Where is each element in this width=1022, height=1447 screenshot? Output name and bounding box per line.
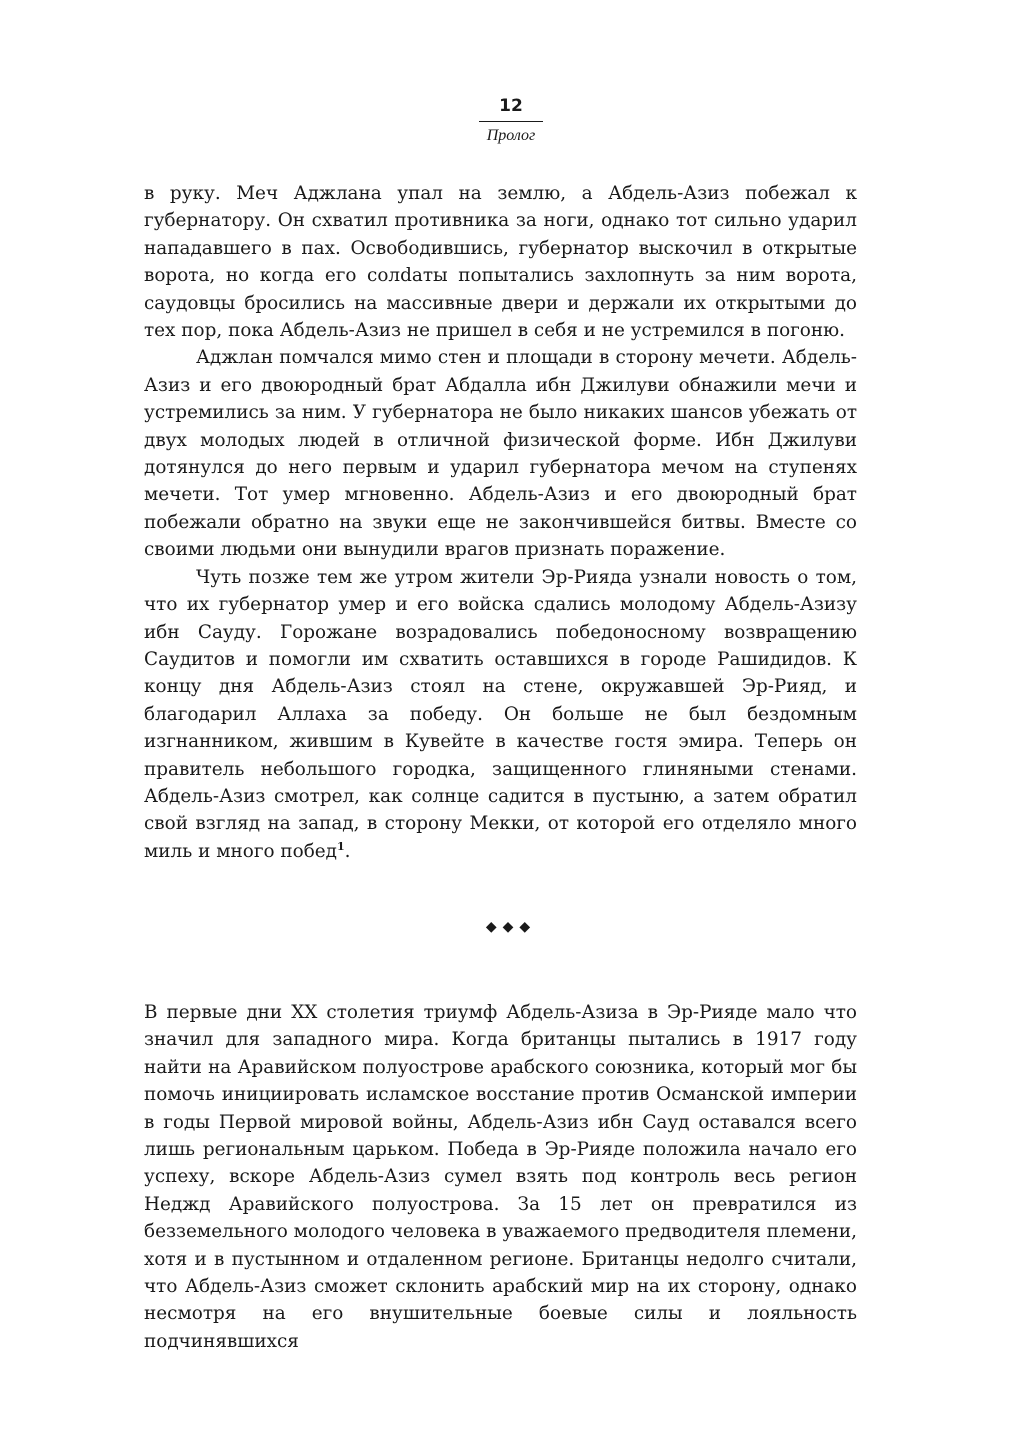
paragraph (144, 564, 857, 865)
running-header (0, 95, 1022, 147)
paragraph-text: в руку. Меч Аджлана упал на землю, а Абдель-Азиз побежал к губернатору. Он схватил противника за ноги, однако тот сильно ударил нападавшего в пах. Освободившись, губернатор выскочил в открытые ворота, но когда его солdаты попытались захлопнуть за ним ворота, саудовцы бросились на массивные двери и держали их открытыми до тех пор, пока Абдель-Азиз не пришел в себя и не устремился в погоню. (144, 183, 857, 342)
paragraph (144, 180, 857, 344)
page-number: 12 (499, 96, 523, 116)
paragraph-text: В первые дни XX столетия триумф Абдель-Азиза в Эр-Рияде мало что значил для западного мира. Когда британцы пытались в 1917 году найти на Аравийском полуострове арабского союзника, который мог бы помочь инициирoвать исламское восстание против Османской империи в годы Первой мировой войны, Абдель-Азиз ибн Сауд оставался всего лишь региональным царьком. Победа в Эр-Рияде положила начало его успеху, вскоре Абдель-Азиз сумел взять под контроль весь регион Неджд Аравийского полуострова. За 15 лет он превратился из безземельного молодого человека в уважаемого предводителя племени, хотя и в пустынном и отдаленном регионе. Британцы недолго считали, что Абдель-Азиз сможет склонить арабский мир на их сторону, однако несмотря на его внушительные боевые силы и лояльность подчинявшихся (144, 1002, 857, 1352)
section-separator: ◆◆◆ (485, 919, 537, 935)
running-title: Пролог (486, 127, 536, 144)
paragraph-text: Чуть позже тем же утром жители Эр-Рияда узнали новость о том, что их губернатор умер и его войска сдались молодому Абдель-Азизу ибн Сауду. Горожане возрадовались победоносному возвращению Саудитов и помогли им схватить оставшихся в городе Рашидидов. К концу дня Абдель-Азиз стоял на стене, окружавшей Эр-Рияд, и благодарил Аллаха за победу. Он больше не был бездомным изгнанником, жившим в Кувейте в качестве гостя эмира. Теперь он правитель небольшого городка, защищенного глиняными стенами. Абдель-Азиз смотрел, как солнце садится в пустыню, а затем обратил свой взгляд на запад, в сторону Мекки, от которой его отделяло много миль и много побед (144, 566, 857, 862)
body-section-2 (144, 999, 857, 1355)
paragraph-text: Аджлан помчался мимо стен и площади в сторону мечети. Абдель-Азиз и его двоюродный брат Абдалла ибн Джилуви обнажили мечи и устремились за ним. У губернатора не было никаких шансов убежать от двух молодых людей в отличной физической форме. Ибн Джилуви дотянулся до него первым и ударил губернатора мечом на ступенях мечети. Тот умер мгновенно. Абдель-Азиз и его двоюродный брат побежали обратно на звуки еще не закончившейся битвы. Вместе со своими людьми они вынудили врагов признать поражение. (144, 347, 857, 561)
header-rule (479, 121, 543, 122)
body-section-1 (144, 180, 857, 865)
paragraph (144, 344, 857, 563)
paragraph (144, 999, 857, 1355)
paragraph-end: . (344, 840, 351, 862)
footnote-ref[interactable]: 1 (337, 839, 345, 853)
